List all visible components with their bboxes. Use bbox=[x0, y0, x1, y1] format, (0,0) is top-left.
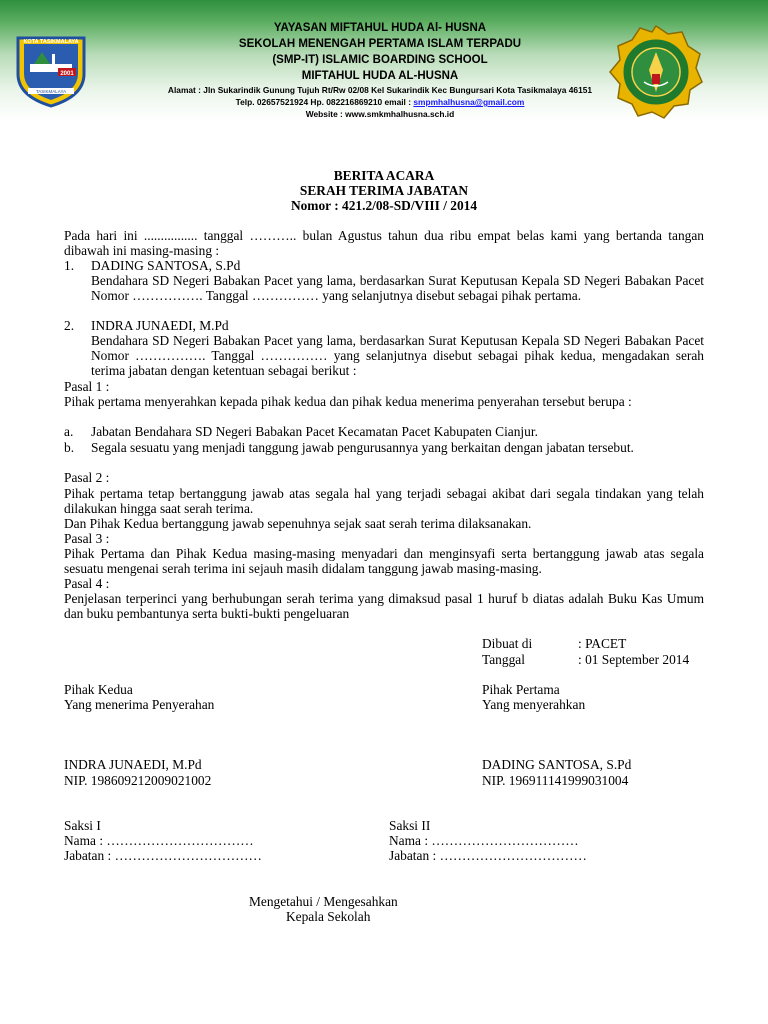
school-level: SEKOLAH MENENGAH PERTAMA ISLAM TERPADU bbox=[238, 38, 522, 50]
school-contact bbox=[60, 96, 700, 108]
witness-2-title: Saksi II bbox=[389, 818, 431, 833]
item-a-label: a. bbox=[64, 424, 74, 439]
emblem-top-text: KOTA TASIKMALAYA bbox=[23, 39, 79, 45]
made-at-value: : PACET bbox=[578, 636, 627, 651]
first-party-name: DADING SANTOSA, S.Pd bbox=[482, 757, 632, 772]
party-2-name: INDRA JUNAEDI, M.Pd bbox=[91, 318, 229, 333]
foundation-name: YAYASAN MIFTAHUL HUDA Al- HUSNA bbox=[273, 22, 487, 34]
second-party-role: Pihak Kedua bbox=[64, 682, 133, 697]
opening-paragraph: Pada hari ini ................ tanggal ……….. bulan Agustus tahun dua ribu empat belas kami yang bertanda tangan dibawah ini masing-masing : bbox=[64, 228, 704, 258]
emblem-motto: TASIKMALAYA bbox=[35, 89, 67, 94]
pasal-3-text: Pihak Pertama dan Pihak Kedua masing-masing menyadari dan menginsyafi serta bertanggung jawab atas segala sesuatu mengenai serah terima ini sejauh masih didalam tanggung jawab masing-masing. bbox=[64, 546, 704, 576]
email-link[interactable]: smpmhalhusna@gmail.com bbox=[413, 97, 525, 107]
made-at-label: Dibuat di bbox=[482, 636, 533, 651]
second-party-desc: Yang menerima Penyerahan bbox=[64, 697, 215, 712]
party-2-number: 2. bbox=[64, 318, 75, 333]
witness-1-position: Jabatan : …………………………… bbox=[64, 848, 262, 863]
pasal-2-title: Pasal 2 : bbox=[64, 470, 110, 485]
first-party-role: Pihak Pertama bbox=[482, 682, 560, 697]
phone-text: Telp. 02657521924 Hp. 082216869210 email : bbox=[235, 97, 414, 107]
party-1-description: Bendahara SD Negeri Babakan Pacet yang lama, berdasarkan Surat Keputusan Kepala SD Negeri Babakan Pacet Nomor ……………. Tanggal …………… yang selanjutnya disebut sebagai pihak pertama. bbox=[91, 273, 704, 303]
approval-line: Mengetahui / Mengesahkan bbox=[249, 894, 398, 909]
witness-1-name: Nama : …………………………… bbox=[64, 833, 254, 848]
pasal-2-text: Pihak pertama tetap bertanggung jawab atas segala hal yang terjadi sebagai akibat dari segala tindakan yang telah dilakukan hingga saat serah terima. bbox=[64, 486, 704, 516]
title-line-1: BERITA ACARA bbox=[333, 168, 435, 183]
item-b-text: Segala sesuatu yang menjadi tanggung jawab pengurusannya yang berkaitan dengan jabatan tersebut. bbox=[91, 440, 634, 455]
second-party-nip: NIP. 198609212009021002 bbox=[64, 773, 212, 788]
school-name: MIFTAHUL HUDA AL-HUSNA bbox=[301, 70, 459, 82]
first-party-nip: NIP. 196911141999031004 bbox=[482, 773, 629, 788]
pasal-3-title: Pasal 3 : bbox=[64, 531, 110, 546]
pasal-4-title: Pasal 4 : bbox=[64, 576, 110, 591]
witness-2-position: Jabatan : …………………………… bbox=[389, 848, 587, 863]
emblem-year: 2001 bbox=[60, 71, 74, 77]
title-line-2: SERAH TERIMA JABATAN bbox=[299, 183, 469, 198]
school-address: Alamat : Jln Sukarindik Gunung Tujuh Rt/Rw 02/08 Kel Sukarindik Kec Bungursari Kota Tasikmalaya 46151 bbox=[167, 85, 593, 95]
second-party-name: INDRA JUNAEDI, M.Pd bbox=[64, 757, 202, 772]
pasal-4-text: Penjelasan terperinci yang berhubungan serah terima yang dimaksud pasal 1 huruf b diatas adalah Buku Kas Umum dan buku pembantunya serta bukti-bukti pengeluaran bbox=[64, 591, 704, 621]
document-number: Nomor : 421.2/08-SD/VIII / 2014 bbox=[290, 198, 478, 213]
document-title bbox=[0, 168, 768, 213]
party-2-description: Bendahara SD Negeri Babakan Pacet yang lama, berdasarkan Surat Keputusan Kepala SD Negeri Babakan Pacet Nomor ……………. Tanggal …………… yang selanjutnya disebut sebagai pihak kedua, mengadakan serah terima jabatan dengan ketentuan sebagai berikut : bbox=[91, 333, 704, 378]
date-label: Tanggal bbox=[482, 652, 525, 667]
pasal-2-text-2: Dan Pihak Kedua bertanggung jawab sepenuhnya sejak saat serah terima dilaksanakan. bbox=[64, 516, 532, 531]
pasal-1-text: Pihak pertama menyerahkan kepada pihak kedua dan pihak kedua menerima penyerahan tersebut berupa : bbox=[64, 394, 632, 409]
pasal-1-title: Pasal 1 : bbox=[64, 379, 110, 394]
witness-1-title: Saksi I bbox=[64, 818, 101, 833]
school-website: Website : www.smkmhalhusna.sch.id bbox=[305, 109, 455, 119]
date-value: : 01 September 2014 bbox=[578, 652, 690, 667]
party-1-name: DADING SANTOSA, S.Pd bbox=[91, 258, 241, 273]
letterhead-text bbox=[60, 20, 700, 120]
item-a-text: Jabatan Bendahara SD Negeri Babakan Pacet Kecamatan Pacet Kabupaten Cianjur. bbox=[91, 424, 538, 439]
principal-title: Kepala Sekolah bbox=[286, 909, 371, 924]
school-type: (SMP-IT) ISLAMIC BOARDING SCHOOL bbox=[272, 54, 488, 66]
item-b-label: b. bbox=[64, 440, 75, 455]
party-1-number: 1. bbox=[64, 258, 75, 273]
witness-2-name: Nama : …………………………… bbox=[389, 833, 579, 848]
first-party-desc: Yang menyerahkan bbox=[482, 697, 586, 712]
